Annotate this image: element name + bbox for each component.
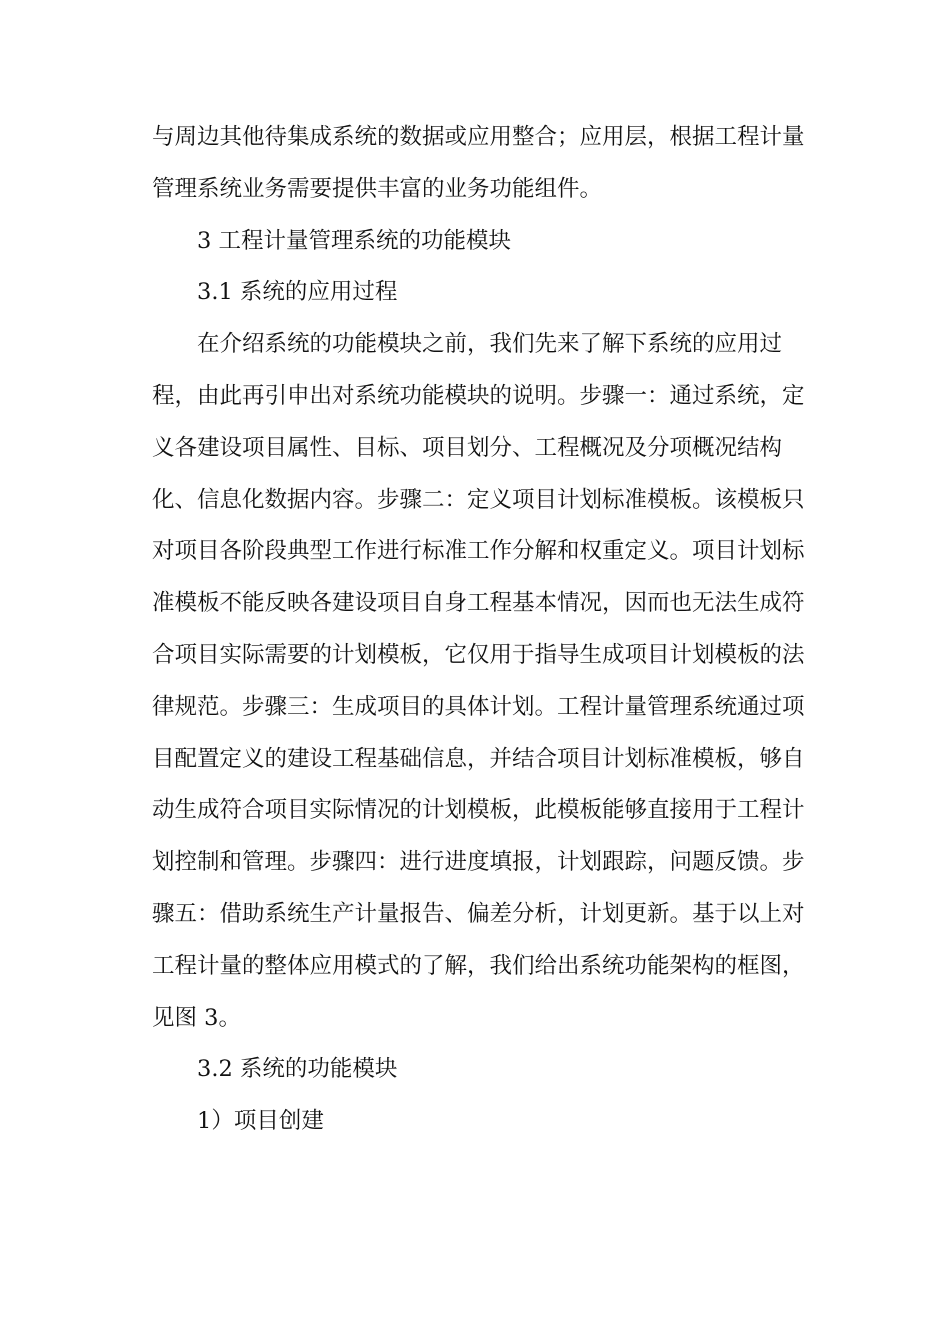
paragraph-line: 骤五：借助系统生产计量报告、偏差分析，计划更新。基于以上对 bbox=[152, 900, 805, 927]
paragraph-line: 准模板不能反映各建设项目自身工程基本情况，因而也无法生成符 bbox=[152, 590, 805, 617]
subsection-heading: 3.2 系统的功能模块 bbox=[197, 1056, 398, 1083]
paragraph-line: 义各建设项目属性、目标、项目划分、工程概况及分项概况结构 bbox=[152, 434, 783, 461]
subsection-heading: 3.1 系统的应用过程 bbox=[197, 279, 398, 306]
paragraph-line: 律规范。步骤三：生成项目的具体计划。工程计量管理系统通过项 bbox=[152, 693, 805, 720]
document-body bbox=[152, 112, 805, 1148]
paragraph-line: 见图 3。 bbox=[152, 1004, 241, 1031]
paragraph-line: 管理系统业务需要提供丰富的业务功能组件。 bbox=[152, 175, 603, 202]
paragraph-line: 划控制和管理。步骤四：进行进度填报，计划跟踪，问题反馈。步 bbox=[152, 849, 805, 876]
section-heading: 3 工程计量管理系统的功能模块 bbox=[197, 227, 511, 254]
paragraph-line: 合项目实际需要的计划模板，它仅用于指导生成项目计划模板的法 bbox=[152, 641, 805, 668]
list-item-heading: 1）项目创建 bbox=[197, 1108, 324, 1135]
paragraph-line: 动生成符合项目实际情况的计划模板，此模板能够直接用于工程计 bbox=[152, 797, 805, 824]
paragraph-line: 在介绍系统的功能模块之前，我们先来了解下系统的应用过 bbox=[197, 331, 783, 358]
paragraph-line: 目配置定义的建设工程基础信息，并结合项目计划标准模板，够自 bbox=[152, 745, 805, 772]
paragraph-line: 与周边其他待集成系统的数据或应用整合；应用层，根据工程计量 bbox=[152, 124, 805, 150]
paragraph-line: 化、信息化数据内容。步骤二：定义项目计划标准模板。该模板只 bbox=[152, 486, 805, 513]
paragraph-line: 程，由此再引申出对系统功能模块的说明。步骤一：通过系统，定 bbox=[152, 382, 805, 409]
paragraph-line: 对项目各阶段典型工作进行标准工作分解和权重定义。项目计划标 bbox=[152, 538, 805, 565]
paragraph-line: 工程计量的整体应用模式的了解，我们给出系统功能架构的框图， bbox=[152, 952, 805, 979]
